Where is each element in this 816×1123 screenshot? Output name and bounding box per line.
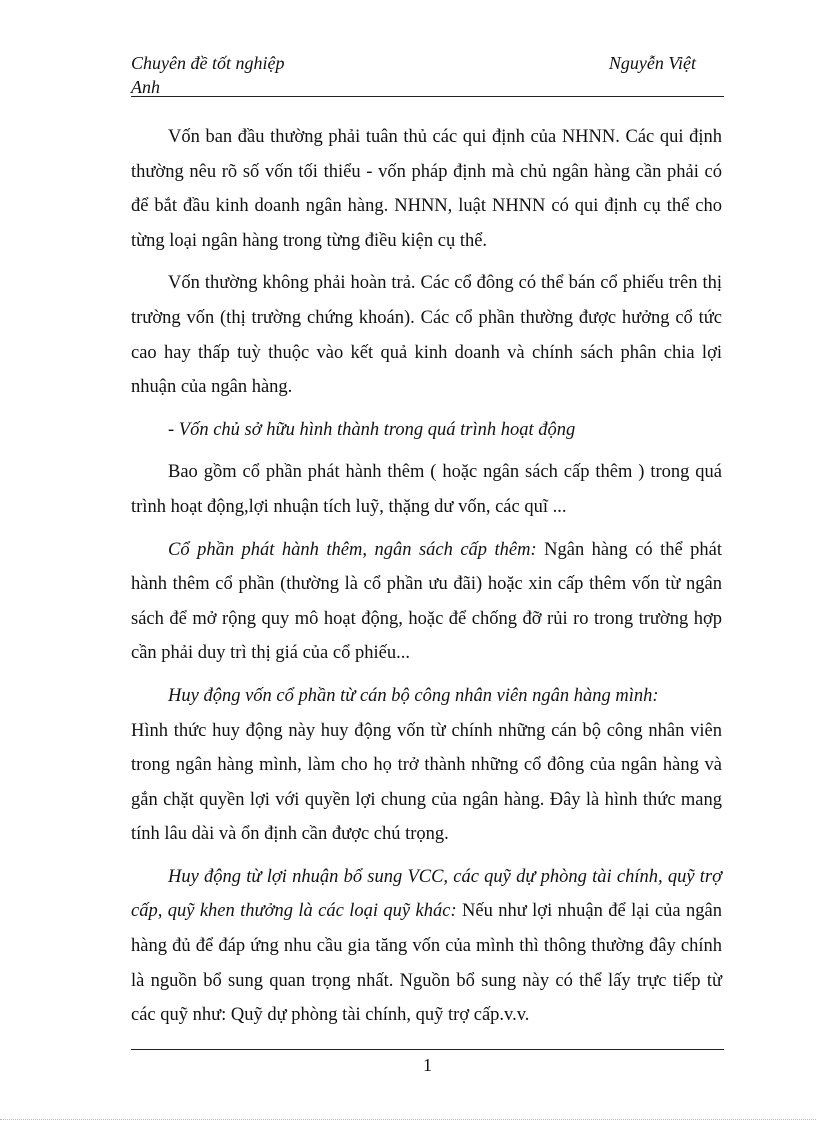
paragraph — [131, 533, 722, 671]
paragraph-lead-italic: Huy động từ lợi nhuận bổ sung VCC, các quỹ dự phòng tài chính, quỹ trợ cấp, quỹ khen thưởng là các loại quỹ khác: — [131, 866, 722, 922]
paragraph — [131, 860, 722, 1033]
header-title: Chuyên đề tốt nghiệp — [131, 53, 285, 73]
page-bottom-border — [0, 1119, 816, 1120]
paragraph — [131, 679, 722, 714]
paragraph-lead-italic: Cổ phần phát hành thêm, ngân sách cấp thêm: — [168, 539, 537, 560]
paragraph: Vốn thường không phải hoàn trả. Các cổ đông có thể bán cổ phiếu trên thị trường vốn (thị trường chứng khoán). Các cổ phần thường được hưởng cổ tức cao hay thấp tuỳ thuộc vào kết quả kinh doanh và chính sách phân chia lợi nhuận của ngân hàng. — [131, 273, 722, 398]
page-number: 1 — [423, 1055, 432, 1075]
paragraph-lead-italic: Huy động vốn cổ phần từ cán bộ công nhân viên ngân hàng mình: — [168, 685, 659, 706]
section-subheading: - Vốn chủ sở hữu hình thành trong quá trình hoạt động — [168, 419, 576, 440]
paragraph: Hình thức huy động này huy động vốn từ chính những cán bộ công nhân viên trong ngân hàng mình, làm cho họ trở thành những cổ đông của ngân hàng và gắn chặt quyền lợi với quyền lợi chung của ngân hàng. Đây là hình thức mang tính lâu dài và ổn định cần được chú trọng. — [131, 720, 722, 845]
header-author: Nguyễn Việt — [608, 53, 696, 73]
paragraph-text: Ngân hàng có thể phát hành thêm cổ phần (thường là cổ phần ưu đãi) hoặc xin cấp thêm vốn từ ngân sách để mở rộng quy mô hoạt động, hoặc để chống đỡ rủi ro trong trường hợp cần phải duy trì thị giá của cổ phiếu... — [131, 539, 722, 664]
paragraph: Bao gồm cổ phần phát hành thêm ( hoặc ngân sách cấp thêm ) trong quá trình hoạt động,lợi nhuận tích luỹ, thặng dư vốn, các quĩ ... — [131, 462, 722, 517]
document-body — [131, 120, 722, 1033]
paragraph-text: Nếu như lợi nhuận để lại của ngân hàng đủ để đáp ứng nhu cầu gia tăng vốn của mình thì thông thường đây chính là nguồn bổ sung quan trọng nhất. Nguồn bổ sung này có thể lấy trực tiếp từ các quỹ như: Quỹ dự phòng tài chính, quỹ trợ cấp.v.v. — [131, 901, 722, 1026]
page-header — [131, 52, 724, 96]
footer-divider — [131, 1049, 724, 1050]
header-divider — [131, 96, 724, 97]
paragraph: Vốn ban đầu thường phải tuân thủ các qui định của NHNN. Các qui định thường nêu rõ số vốn tối thiểu - vốn pháp định mà chủ ngân hàng cần phải có để bắt đầu kinh doanh ngân hàng. NHNN, luật NHNN có qui định cụ thể cho từng loại ngân hàng trong từng điều kiện cụ thể. — [131, 127, 722, 251]
header-title-continued: Anh — [131, 77, 160, 97]
